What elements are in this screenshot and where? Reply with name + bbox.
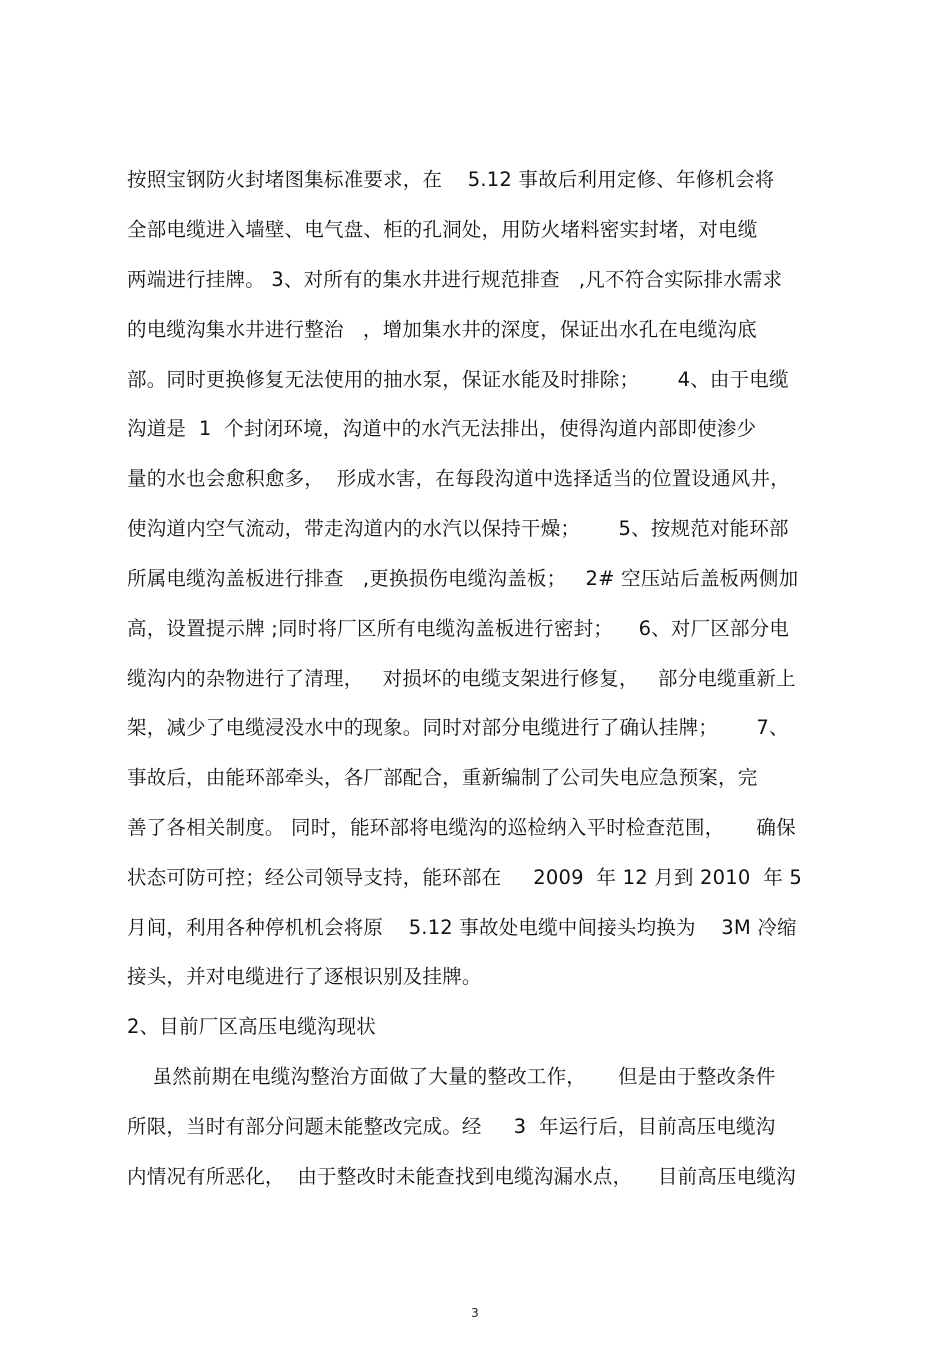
body-text-line: 按照宝钢防火封堵图集标准要求，在 5.12 事故后利用定修、年修机会将 xyxy=(127,168,775,191)
body-text-line: 善了各相关制度。 同时，能环部将电缆沟的巡检纳入平时检查范围， 确保 xyxy=(127,816,796,839)
body-text-line: 缆沟内的杂物进行了清理， 对损坏的电缆支架进行修复， 部分电缆重新上 xyxy=(127,667,796,690)
body-text-line: 状态可防可控；经公司领导支持，能环部在 2009 年 12 月到 2010 年 5 xyxy=(127,866,802,889)
body-text-line: 沟道是 1 个封闭环境，沟道中的水汽无法排出，使得沟道内部即使渗少 xyxy=(127,417,757,440)
body-text-line: 架，减少了电缆浸没水中的现象。同时对部分电缆进行了确认挂牌； 7、 xyxy=(127,716,789,739)
body-text-line: 部。同时更换修复无法使用的抽水泵，保证水能及时排除； 4、由于电缆 xyxy=(127,368,789,391)
body-text-line: 所限，当时有部分问题未能整改完成。经 3 年运行后，目前高压电缆沟 xyxy=(127,1115,776,1138)
body-text-line: 内情况有所恶化， 由于整改时未能查找到电缆沟漏水点， 目前高压电缆沟 xyxy=(127,1165,796,1188)
section-heading: 2、目前厂区高压电缆沟现状 xyxy=(127,1015,377,1038)
body-text-line: 月间，利用各种停机机会将原 5.12 事故处电缆中间接头均换为 3M 冷缩 xyxy=(127,916,797,939)
body-text-line: 高，设置提示牌 ;同时将厂区所有电缆沟盖板进行密封； 6、对厂区部分电 xyxy=(127,617,790,640)
body-text-line: 两端进行挂牌。 3、对所有的集水井进行规范排查 ,凡不符合实际排水需求 xyxy=(127,268,783,291)
page-number: 3 xyxy=(471,1306,479,1320)
body-text-line: 的电缆沟集水井进行整治 ，增加集水井的深度，保证出水孔在电缆沟底 xyxy=(127,318,757,341)
body-text-line: 接头，并对电缆进行了逐根识别及挂牌。 xyxy=(127,965,482,988)
body-text-line: 使沟道内空气流动，带走沟道内的水汽以保持干燥； 5、按规范对能环部 xyxy=(127,517,789,540)
body-text-line: 事故后，由能环部牵头，各厂部配合，重新编制了公司失电应急预案，完 xyxy=(127,766,758,789)
body-text-line: 虽然前期在电缆沟整治方面做了大量的整改工作， 但是由于整改条件 xyxy=(127,1065,776,1088)
body-text-line: 全部电缆进入墙壁、电气盘、柜的孔洞处，用防火堵料密实封堵，对电缆 xyxy=(127,218,758,241)
body-text-line: 所属电缆沟盖板进行排查 ,更换损伤电缆沟盖板； 2# 空压站后盖板两侧加 xyxy=(127,567,799,590)
body-text-line: 量的水也会愈积愈多， 形成水害，在每段沟道中选择适当的位置设通风井， xyxy=(127,467,790,490)
